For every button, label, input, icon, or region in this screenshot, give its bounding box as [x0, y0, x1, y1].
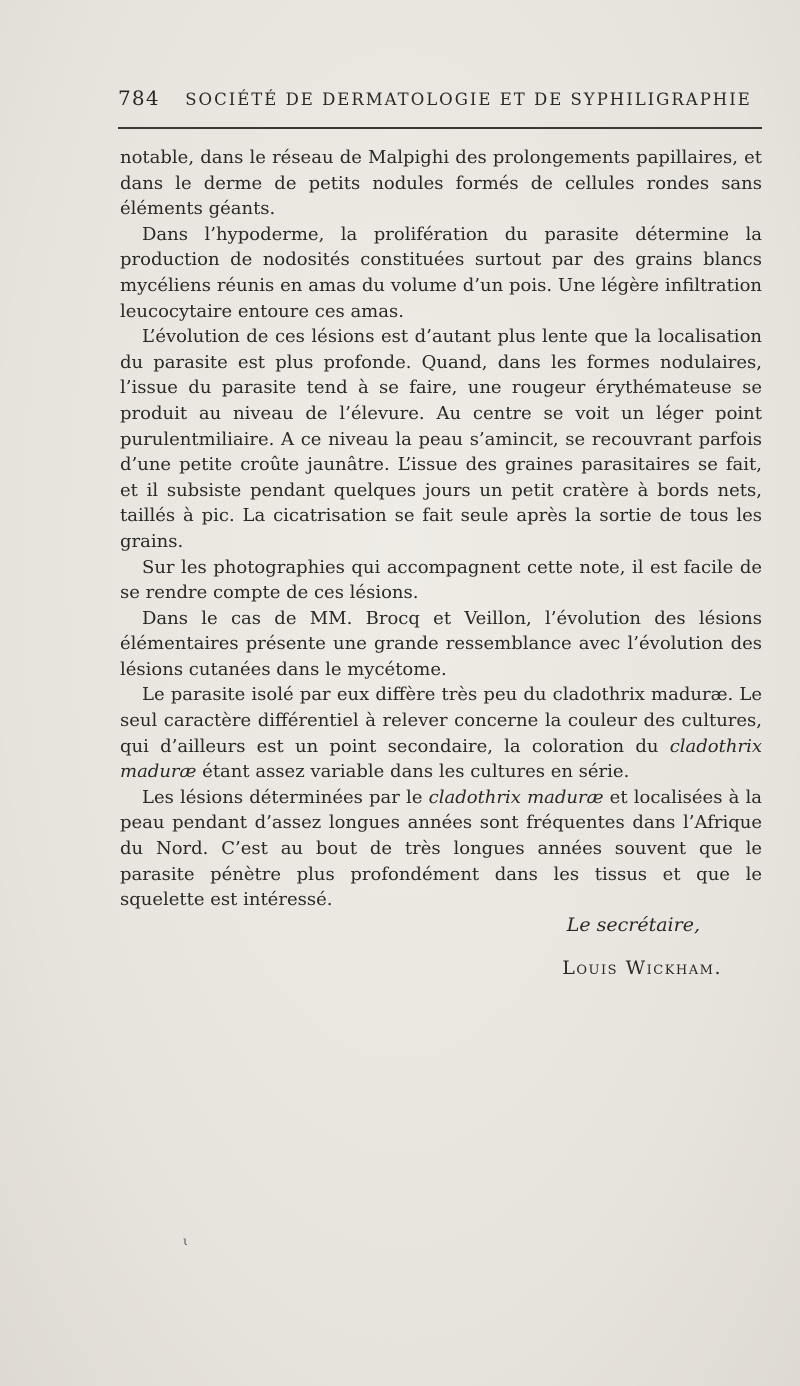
- paragraph: notable, dans le réseau de Malpighi des prolongements papillaires, et dans le derme de petits nodules formés de cellules rondes sans éléments géants.: [120, 147, 762, 220]
- paragraph: Sur les photographies qui accompagnent cette note, il est facile de se rendre compte de ces lésions.: [120, 556, 762, 604]
- header-rule: [118, 127, 762, 129]
- body-text: [120, 145, 762, 913]
- running-header: [118, 86, 762, 110]
- paragraph: Dans le cas de MM. Brocq et Veillon, l’évolution des lésions élémentaires présente une grande ressemblance avec l’évolution des lésions cutanées dans le mycétome.: [120, 607, 762, 680]
- species-name-italic: cladothrix maduræ: [428, 786, 604, 808]
- paragraph: Dans l’hypoderme, la prolifération du parasite détermine la production de nodosités constituées surtout par des grains blancs mycéliens réunis en amas du volume d’un pois. Une légère infiltration leucocytaire entoure ces amas.: [120, 223, 762, 322]
- signature-name: Louis Wickham.: [562, 957, 722, 979]
- species-name-italic: cladothrix maduræ: [120, 735, 762, 783]
- paragraph: Les lésions déterminées par le cladothrix maduræ et localisées à la peau pendant d’assez longues années sont fréquentes dans l’Afrique du Nord. C’est au bout de très longues années souvent que le parasite pénètre plus profondément dans les tissus et que le squelette est intéressé.: [120, 786, 762, 911]
- running-title: SOCIÉTÉ DE DERMATOLOGIE ET DE SYPHILIGRAPHIE: [185, 90, 752, 109]
- signature-role: Le secrétaire,: [566, 914, 700, 936]
- paragraph: Le parasite isolé par eux diffère très peu du cladothrix maduræ. Le seul caractère différentiel à relever concerne la couleur des cultures, qui d’ailleurs est un point secondaire, la coloration du cladothrix maduræ étant assez variable dans les cultures en série.: [120, 684, 762, 783]
- paragraph: L’évolution de ces lésions est d’autant plus lente que la localisation du parasite est plus profonde. Quand, dans les formes nodulaires, l’issue du parasite tend à se faire, une rougeur érythémateuse se produit au niveau de l’élevure. Au centre se voit un léger point purulentmiliaire. A ce niveau la peau s’amincit, se recouvrant parfois d’une petite croûte jaunâtre. L’issue des graines parasitaires se fait, et il subsiste pendant quelques jours un petit cratère à bords nets, taillés à pic. La cicatrisation se fait seule après la sortie de tous les grains.: [120, 326, 762, 552]
- stray-mark: ι: [183, 1234, 188, 1248]
- page-number: 784: [118, 86, 160, 110]
